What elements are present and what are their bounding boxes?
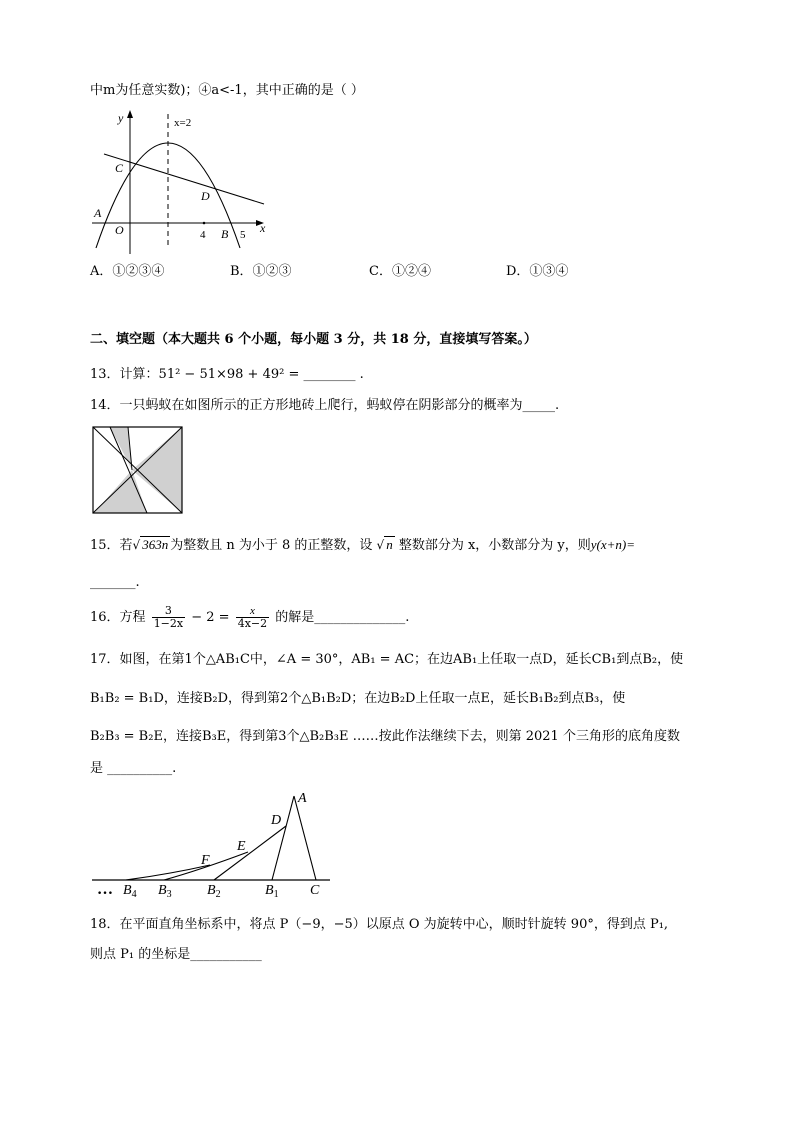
choice-c[interactable]: C．①②④ [369, 264, 431, 279]
label-b2: $B_2$ [207, 883, 221, 900]
line-cd [104, 154, 264, 204]
q15-line-2: _______. [90, 575, 140, 590]
q17-line-3: B₂B₃ = B₂E，连接B₃E，得到第3个△B₂B₃E ……按此作法继续下去，则第 2021 个三角形的底角度数 [90, 729, 680, 744]
segment-ab1 [272, 796, 294, 880]
q17-line-2: B₁B₂ = B₁D，连接B₂D，得到第2个△B₁B₂D；在边B₂D上任取一点E，延长B₁B₂到点B₃，使 [90, 691, 626, 706]
shaded-region-bottom [94, 470, 147, 513]
q12-tail-text: 中m为任意实数)；④a<-1，其中正确的是（ ） [90, 83, 364, 98]
y-axis-arrow-icon [127, 110, 133, 118]
q13-text: 13．计算：51² − 51×98 + 49² = ________ . [90, 367, 364, 382]
label-e: E [237, 839, 246, 854]
label-dots: … [97, 881, 113, 898]
label-c: C [310, 883, 320, 898]
label-x: x [260, 221, 266, 235]
q12-parabola-graph [90, 108, 280, 256]
label-4: 4 [200, 229, 206, 241]
q15-line-1: 15．若√ 363n 为整数且 n 为小于 8 的正整数，设 √ n 整数部分为 x，小数部分为 y，则y(x+n)= [90, 537, 636, 553]
q17-line-4: 是 __________. [90, 761, 177, 776]
label-y: y [118, 111, 124, 125]
label-b4: $B_4$ [123, 883, 137, 900]
choice-a[interactable]: A．①②③④ [90, 264, 165, 279]
label-axis-x2: x=2 [174, 117, 192, 129]
label-b3: $B_3$ [158, 883, 172, 900]
label-c: C [115, 161, 124, 175]
q17-line-1: 17．如图，在第1个△AB₁C中，∠A = 30°，AB₁ = AC；在边AB₁上任取一点D，延长CB₁到点B₂，使 [90, 652, 684, 667]
choice-b[interactable]: B．①②③ [230, 264, 292, 279]
label-a: A [298, 791, 307, 806]
label-b1: $B_1$ [265, 883, 279, 900]
q18-line-2: 则点 P₁ 的坐标是___________ [90, 947, 262, 962]
section-2-title: 二、填空题（本大题共 6 个小题，每小题 3 分，共 18 分，直接填写答案。） [90, 332, 537, 347]
label-d: D [201, 189, 210, 203]
segment-ac [294, 796, 316, 880]
choice-d[interactable]: D．①③④ [506, 264, 569, 279]
label-d: D [271, 813, 282, 828]
label-f: F [201, 853, 210, 868]
q17-triangle-figure [90, 786, 340, 900]
label-5: 5 [240, 229, 246, 241]
label-o: O [115, 223, 124, 237]
fraction-1: $\frac{3}{1-2x}$ [153, 604, 184, 630]
curve-fb4 [126, 865, 210, 880]
segment-db2 [214, 826, 286, 880]
q18-line-1: 18．在平面直角坐标系中，将点 P（−9，−5）以原点 O 为旋转中心，顺时针旋转 90°，得到点 P₁, [90, 917, 669, 932]
q14-text: 14．一只蚂蚁在如图所示的正方形地砖上爬行，蚂蚁停在阴影部分的概率为_____. [90, 398, 560, 413]
label-b: B [221, 227, 229, 241]
fraction-2: $\frac{x}{4x-2}$ [237, 605, 268, 630]
q14-square-tile [92, 426, 184, 514]
label-a: A [94, 206, 102, 220]
tick-4 [203, 222, 206, 225]
q16-text: 16．方程 $\frac{3}{1-2x}$ − 2 = $\frac{x}{4x-2}$ 的解是______________. [90, 604, 410, 630]
